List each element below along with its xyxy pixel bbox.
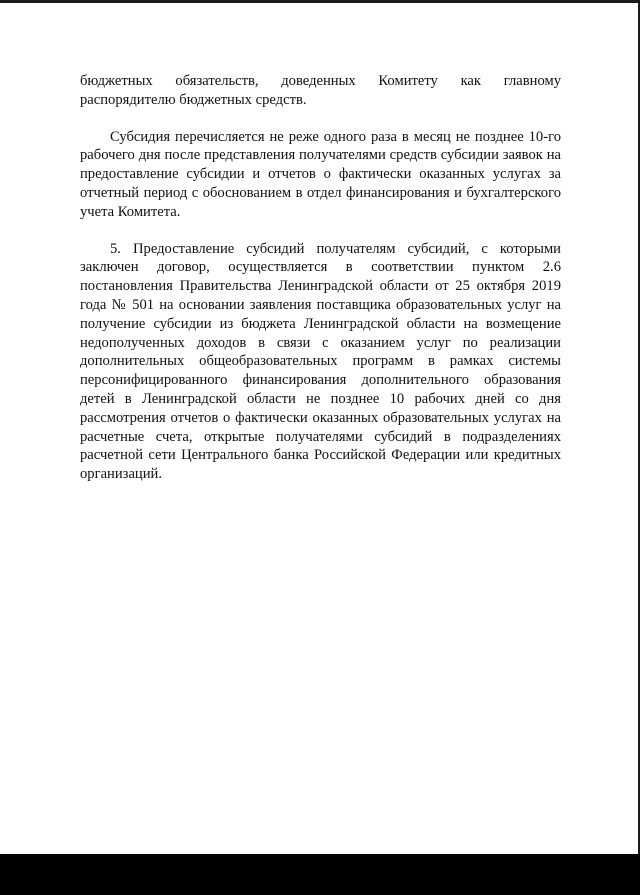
paragraph-item-5: 5. Предоставление субсидий получателям субсидий, с которыми заключен договор, осуществляется в соответствии пунктом 2.6 постановления Правительства Ленинградской области от 25 октября 2019 года № 501 на основании заявления поставщика образовательных услуг на получение субсидии из бюджета Ленинградской области на возмещение недополученных доходов в связи с оказанием услуг по реализации дополнительных общеобразовательных программ в рамках системы персонифицированного финансирования дополнительного образования детей в Ленинградской области не позднее 10 рабочих дней со дня рассмотрения отчетов о фактически оказанных образовательных услугах на расчетные счета, открытые получателями субсидий в подразделениях расчетной сети Центрального банка Российской Федерации или кредитных организаций.	[80, 240, 561, 483]
scan-bottom-bar	[0, 854, 640, 895]
paragraph-continuation: бюджетных обязательств, доведенных Комитету как главному распорядителю бюджетных средств.	[80, 73, 561, 108]
scan-edge-top	[0, 0, 640, 3]
paragraph-subsidy-transfer: Субсидия перечисляется не реже одного раза в месяц не позднее 10-го рабочего дня после представления получателями средств субсидии заявок на предоставление субсидии и отчетов о фактически оказанных услугах за отчетный период с обоснованием в отдел финансирования и бухгалтерского учета Комитета.	[80, 128, 561, 220]
document-body	[80, 72, 561, 484]
